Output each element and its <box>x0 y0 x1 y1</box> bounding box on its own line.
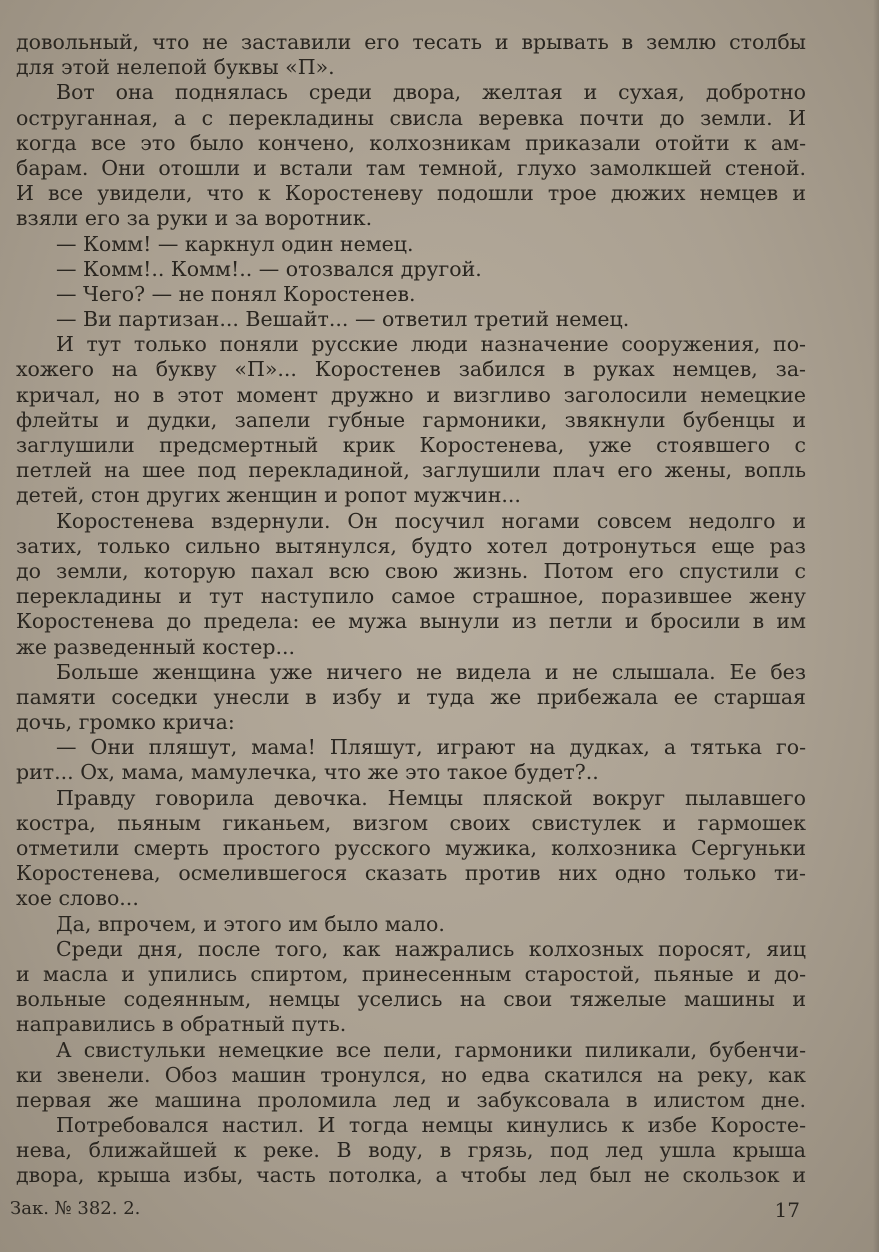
text-line: И тут только поняли русские люди назначение сооружения, по- <box>56 332 806 357</box>
text-line: кричал, но в этот момент дружно и визгливо заголосили немецкие <box>16 382 806 407</box>
page-edge-shadow <box>873 0 879 1252</box>
text-line: затих, только сильно вытянулся, будто хотел дотронуться еще раз <box>16 533 806 558</box>
text-line: двора, крыша избы, часть потолка, а чтобы лед был не скользок и <box>16 1163 806 1188</box>
text-line: — Комм!.. Комм!.. — отозвался другой. <box>56 256 482 281</box>
text-line: Коростенева до предела: ее мужа вынули из петли и бросили в им <box>16 609 806 634</box>
text-line: нева, ближайшей к реке. В воду, в грязь, под лед ушла крыша <box>16 1138 806 1163</box>
text-line: же разведенный костер... <box>16 634 296 659</box>
text-line: — Они пляшут, мама! Пляшут, играют на дудках, а тятька го- <box>56 735 806 760</box>
text-line: А свистульки немецкие все пели, гармоники пиликали, бубенчи- <box>56 1037 806 1062</box>
text-line: хое слово... <box>16 886 139 911</box>
text-line: — Чего? — не понял Коростенев. <box>56 281 416 306</box>
page-footer <box>10 1198 800 1224</box>
text-line: и масла и упились спиртом, принесенным старостой, пьяные и до- <box>16 961 806 986</box>
text-line: хожего на букву «П»... Коростенев забился в руках немцев, за- <box>16 357 806 382</box>
text-line: Больше женщина уже ничего не видела и не слышала. Ее без <box>56 659 806 684</box>
text-line: первая же машина проломила лед и забуксовала в илистом дне. <box>16 1087 806 1112</box>
print-order-label: Зак. № 382. 2. <box>10 1198 141 1219</box>
text-line: Вот она поднялась среди двора, желтая и сухая, добротно <box>56 80 806 105</box>
text-line: Коростенева вздернули. Он посучил ногами совсем недолго и <box>56 508 806 533</box>
text-line: детей, стон других женщин и ропот мужчин... <box>16 483 521 508</box>
text-line: для этой нелепой буквы «П». <box>16 55 335 80</box>
text-line: Правду говорила девочка. Немцы пляской вокруг пылавшего <box>56 785 806 810</box>
text-line: когда все это было кончено, колхозникам приказали отойти к ам- <box>16 130 806 155</box>
text-line: барам. Они отошли и встали там темной, глухо замолкшей стеной. <box>16 155 806 180</box>
page-number: 17 <box>774 1198 800 1222</box>
text-line: Среди дня, после того, как нажрались колхозных поросят, яиц <box>56 936 806 961</box>
text-line: Да, впрочем, и этого им было мало. <box>56 911 445 936</box>
text-line: — Комм! — каркнул один немец. <box>56 231 414 256</box>
text-line: отметили смерть простого русского мужика, колхозника Сергуньки <box>16 836 806 860</box>
text-line: оструганная, а с перекладины свисла веревка почти до земли. И <box>16 105 806 130</box>
text-line: ки звенели. Обоз машин тронулся, но едва скатился на реку, как <box>16 1062 806 1087</box>
text-line: взяли его за руки и за воротник. <box>16 206 373 231</box>
page-body-text <box>16 30 806 1189</box>
text-line: рит... Ох, мама, мамулечка, что же это такое будет?.. <box>16 760 599 785</box>
text-line: перекладины и тут наступило самое страшное, поразившее жену <box>16 584 806 609</box>
text-line: И все увидели, что к Коростеневу подошли трое дюжих немцев и <box>16 181 806 206</box>
text-line: довольный, что не заставили его тесать и врывать в землю столбы <box>16 30 806 54</box>
text-line: Коростенева, осмелившегося сказать против них одно только ти- <box>16 861 806 886</box>
text-line: вольные содеянным, немцы уселись на свои тяжелые машины и <box>16 987 806 1012</box>
text-line: костра, пьяным гиканьем, визгом своих свистулек и гармошек <box>16 810 806 835</box>
text-line: направились в обратный путь. <box>16 1012 347 1037</box>
text-line: Потребовался настил. И тогда немцы кинулись к избе Коросте- <box>56 1113 806 1138</box>
text-line: — Ви партизан... Вешайт... — ответил третий немец. <box>56 307 630 332</box>
text-line: до земли, которую пахал всю свою жизнь. Потом его спустили с <box>16 558 806 583</box>
text-line: петлей на шее под перекладиной, заглушили плач его жены, вопль <box>16 458 806 483</box>
text-line: флейты и дудки, запели губные гармоники, звякнули бубенцы и <box>16 407 806 432</box>
text-line: памяти соседки унесли в избу и туда же прибежала ее старшая <box>16 684 806 709</box>
text-line: заглушили предсмертный крик Коростенева, уже стоявшего с <box>16 433 806 457</box>
text-line: дочь, громко крича: <box>16 710 235 735</box>
